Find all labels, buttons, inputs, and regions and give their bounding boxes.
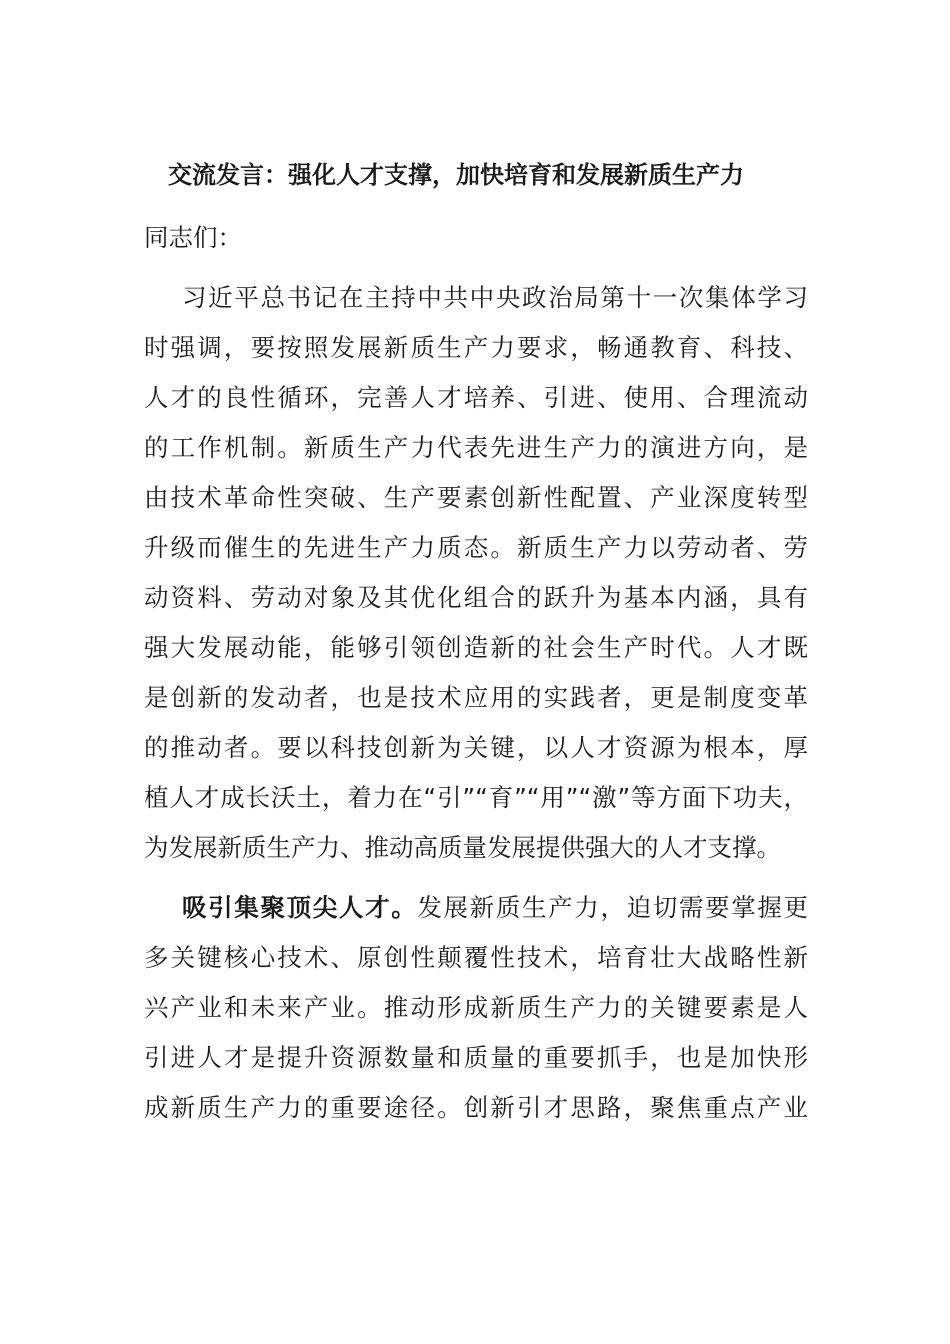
paragraph-line: 时强调，要按照发展新质生产力要求，畅通教育、科技、 xyxy=(144,333,808,362)
paragraph-intro xyxy=(144,273,808,873)
section-lead-heading: 吸引集聚顶尖人才。 xyxy=(182,893,418,922)
paragraph-line: 由技术革命性突破、生产要素创新性配置、产业深度转型 xyxy=(144,483,808,512)
paragraph-line: 多关键核心技术、原创性颠覆性技术，培育壮大战略性新 xyxy=(144,943,808,972)
paragraph-line: 为发展新质生产力、推动高质量发展提供强大的人才支撑。 xyxy=(144,833,781,862)
paragraph-line: 人才的良性循环，完善人才培养、引进、使用、合理流动 xyxy=(144,383,808,412)
paragraph-line: 动资料、劳动对象及其优化组合的跃升为基本内涵，具有 xyxy=(144,583,808,612)
paragraph-line: 是创新的发动者，也是技术应用的实践者，更是制度变革 xyxy=(144,683,808,712)
paragraph-line-rest: 发展新质生产力，迫切需要掌握更 xyxy=(417,893,809,922)
salutation: 同志们： xyxy=(144,223,242,252)
paragraph-line: 强大发展动能，能够引领创造新的社会生产时代。人才既 xyxy=(144,633,808,662)
document-title: 交流发言：强化人才支撑，加快培育和发展新质生产力 xyxy=(168,161,744,189)
paragraph-line: 成新质生产力的重要途径。创新引才思路，聚焦重点产业 xyxy=(144,1093,808,1122)
paragraph-line: 植人才成长沃土，着力在“引”“育”“用”“激”等方面下功夫， xyxy=(144,783,808,812)
paragraph-talent xyxy=(144,883,808,1133)
paragraph-line: 习近平总书记在主持中共中央政治局第十一次集体学习 xyxy=(182,283,808,312)
paragraph-line: 的推动者。要以科技创新为关键，以人才资源为根本，厚 xyxy=(144,733,808,762)
paragraph-line-first xyxy=(144,883,808,933)
paragraph-line: 引进人才是提升资源数量和质量的重要抓手，也是加快形 xyxy=(144,1043,808,1072)
paragraph-line: 兴产业和未来产业。推动形成新质生产力的关键要素是人 xyxy=(144,993,808,1022)
paragraph-line: 的工作机制。新质生产力代表先进生产力的演进方向，是 xyxy=(144,433,808,462)
paragraph-line: 升级而催生的先进生产力质态。新质生产力以劳动者、劳 xyxy=(144,533,808,562)
